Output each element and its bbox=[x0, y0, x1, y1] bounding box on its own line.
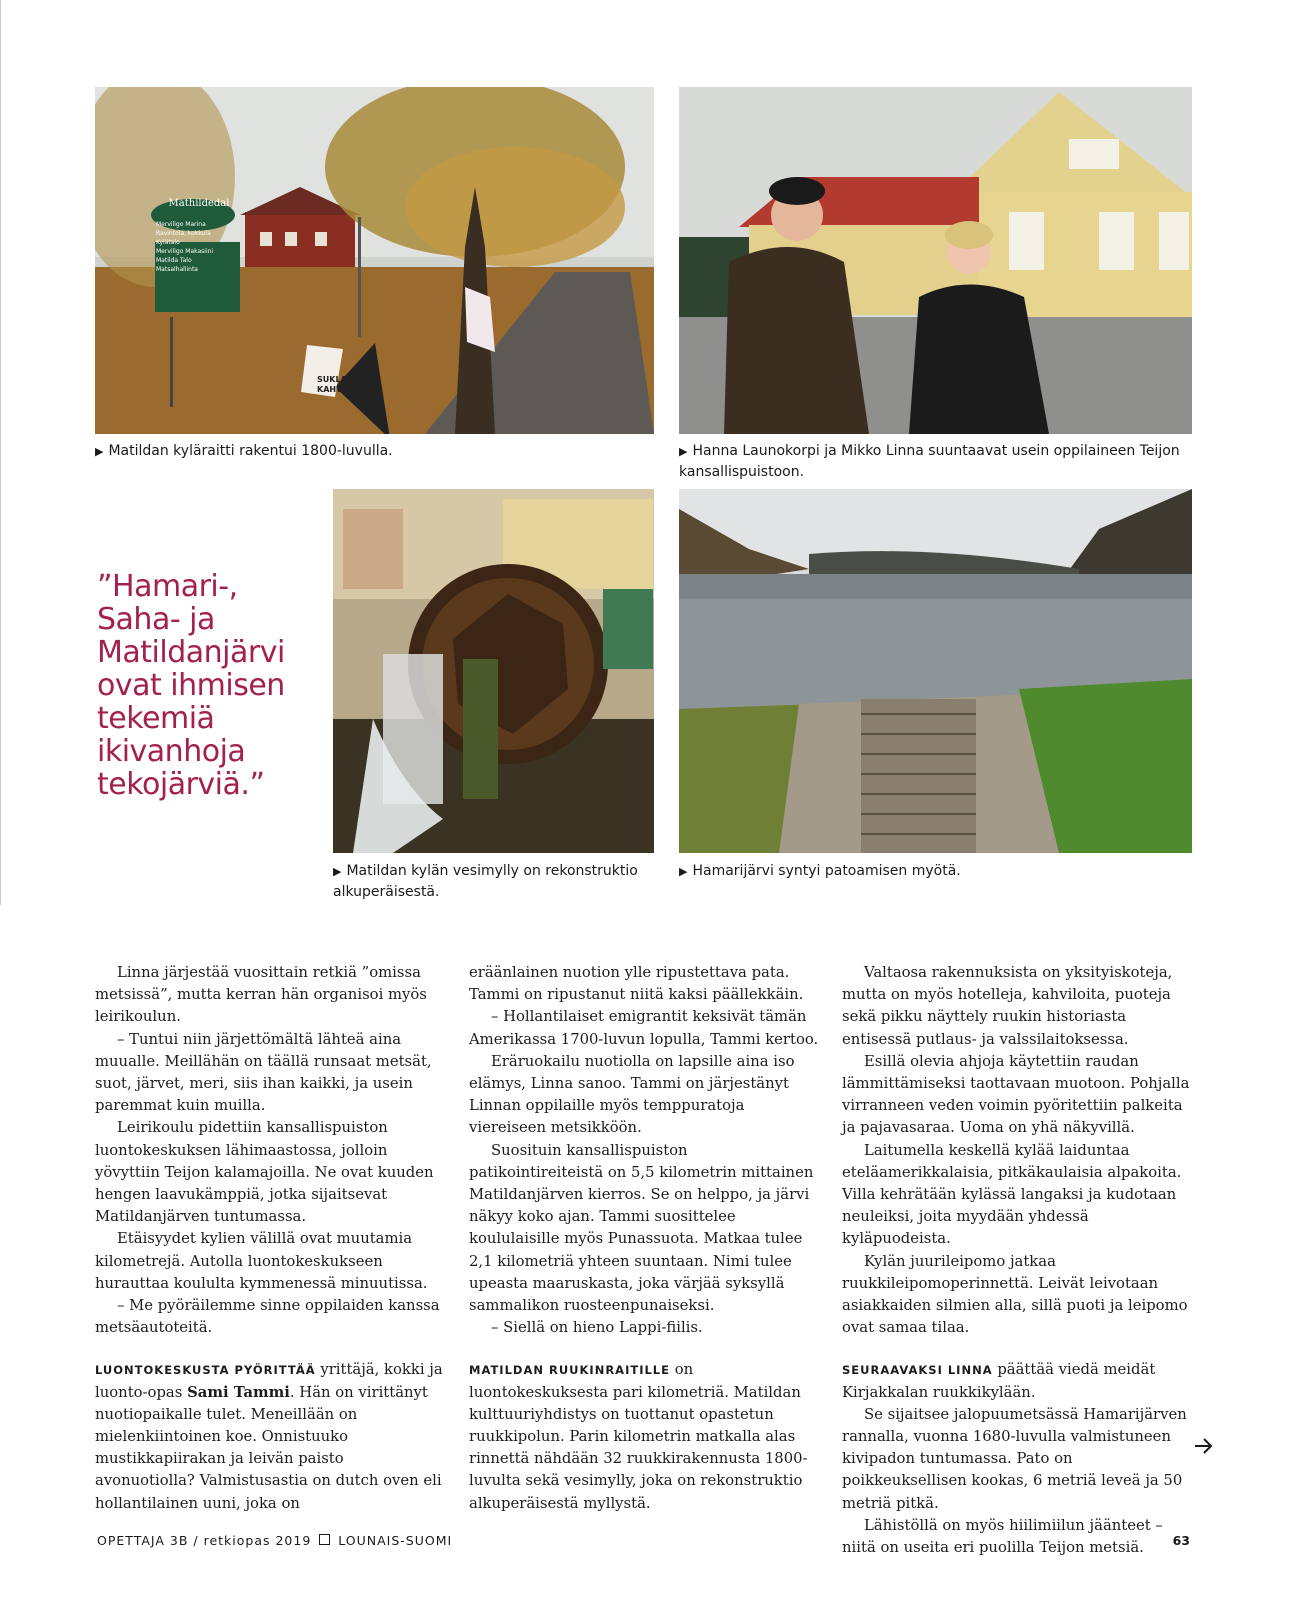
caption-teachers: ▶ Hanna Launokorpi ja Mikko Linna suuntaavat usein oppilaineen Teijon kansallispuistoon. bbox=[679, 443, 1180, 480]
cafe-board-line: SUKLAA bbox=[317, 375, 353, 384]
photo-teachers bbox=[679, 87, 1192, 434]
photo-lake bbox=[679, 489, 1192, 853]
person-name: Sami Tammi bbox=[187, 1383, 290, 1401]
paragraph: Se sijaitsee jalopuumetsässä Hamarijärven rannalla, vuonna 1680-luvulla valmistuneen kivipadon tuntumassa. Pato on poikkeuksellisen kookas, 6 metriä leveä ja 50 metriä pitkä. bbox=[842, 1405, 1187, 1512]
paragraph: Suosituin kansallispuiston patikointireiteistä on 5,5 kilometrin mittainen Matildanjärven kierros. Se on helppo, ja järvi näkyy koko ajan. Tammi suosittelee koululaisille myös Punassuota. Matkaa tulee 2,1 kilometriä yhteen suuntaan. Nimi tulee upeasta maaruskasta, joka värjää syksyllä sammalikon ruosteenpunaiseksi. bbox=[469, 1141, 814, 1315]
quote-line: Saha- ja bbox=[97, 602, 215, 637]
sign-board bbox=[156, 199, 242, 274]
triangle-right-icon: ▶ bbox=[333, 865, 342, 878]
paragraph: Leirikoulu pidettiin kansallispuiston luontokeskuksen lähimaastossa, jolloin yövyttiin Teijon kalamajoilla. Ne ovat kuuden hengen laavukämppiä, jotka sijaitsevat Matildanjärven tuntumassa. bbox=[95, 1119, 434, 1226]
caption-village: ▶ Matildan kyläraitti rakentui 1800-luvulla. bbox=[95, 443, 393, 459]
section-paragraph: LUONTOKESKUSTA PYÖRITTÄÄ yrittäjä, kokki ja luonto-opas Sami Tammi. Hän on virittänyt nuotiopaikalle tulet. Meneillään on mielenkiintoinen koe. Onnistuuko mustikkapiirakan ja leivän paisto avonuotiolla? Valmistusastia on dutch oven eli hollantilainen uuni, joka on bbox=[95, 1361, 443, 1512]
sign-item: Matsalhallinta bbox=[156, 266, 198, 273]
caption-lake: ▶ Hamarijärvi syntyi patoamisen myötä. bbox=[679, 863, 961, 879]
quote-line: ikivanhoja bbox=[97, 734, 246, 769]
photo-waterwheel bbox=[333, 489, 654, 853]
quote-line: ”Hamari-, bbox=[97, 569, 238, 604]
sign-item: Kylätalo bbox=[156, 239, 180, 246]
paragraph: Lähistöllä on myös hiilimiilun jäänteet – niitä on useita eri puolilla Teijon metsiä. bbox=[842, 1516, 1163, 1557]
pull-quote bbox=[97, 570, 327, 801]
quote-line: ovat ihmisen bbox=[97, 668, 285, 703]
footer-publication: OPETTAJA 3B / retkiopas 2019 LOUNAIS-SUOMI bbox=[97, 1533, 453, 1548]
paragraph: Linna järjestää vuosittain retkiä ”omissa metsissä”, mutta kerran hän organisoi myös leirikoulun. bbox=[95, 964, 427, 1026]
photo-village-street bbox=[95, 87, 654, 434]
paragraph: – Tuntui niin järjettömältä lähteä aina muualle. Meillähän on täällä runsaat metsät, suot, järvet, meri, siis ihan kaikki, ja usein paremmat kuin muilla. bbox=[95, 1030, 432, 1115]
quote-line: tekojärviä.” bbox=[97, 767, 265, 802]
section-paragraph: SEURAAVAKSI LINNA päättää viedä meidät Kirjakkalan ruukkikylään. bbox=[842, 1361, 1156, 1401]
triangle-right-icon: ▶ bbox=[679, 445, 688, 458]
arrow-right-icon bbox=[1193, 1436, 1215, 1456]
square-separator-icon bbox=[319, 1534, 330, 1545]
sign-item: Merviligo Makasiini bbox=[156, 248, 214, 255]
paragraph: – Hollantilaiset emigrantit keksivät tämän Amerikassa 1700-luvun lopulla, Tammi kertoo. bbox=[469, 1008, 819, 1048]
paragraph: eräänlainen nuotion ylle ripustettava pata. Tammi on ripustanut niitä kaksi päällekkäin. bbox=[469, 964, 804, 1004]
page-edge-line bbox=[0, 0, 1, 905]
sign-item: Matilda Talo bbox=[156, 257, 192, 264]
paragraph: Valtaosa rakennuksista on yksityiskoteja, mutta on myös hotelleja, kahviloita, puoteja sekä pikku näyttely ruukin historiasta entisessä putlaus- ja valssilaitoksessa. bbox=[842, 964, 1173, 1048]
section-lead: MATILDAN RUUKINRAITILLE bbox=[469, 1363, 670, 1378]
article-column-1 bbox=[95, 962, 445, 1515]
paragraph: – Siellä on hieno Lappi-fiilis. bbox=[491, 1319, 703, 1337]
article-column-2 bbox=[469, 962, 819, 1515]
page-number: 63 bbox=[1172, 1533, 1190, 1548]
triangle-right-icon: ▶ bbox=[679, 865, 688, 878]
sign-title: Mathildedal bbox=[168, 198, 230, 209]
sign-item: Merviligo Marina bbox=[156, 221, 206, 228]
cafe-board bbox=[317, 375, 357, 395]
sign-item: Ravintola, kokkula bbox=[156, 230, 211, 237]
cafe-board-line: KAHVILA bbox=[317, 385, 357, 394]
quote-line: Matildanjärvi bbox=[97, 635, 285, 670]
paragraph: Etäisyydet kylien välillä ovat muutamia kilometrejä. Autolla luontokeskukseen hurauttaa koululta kymmenessä minuutissa. bbox=[95, 1230, 428, 1292]
caption-waterwheel: ▶ Matildan kylän vesimylly on rekonstruktio alkuperäisestä. bbox=[333, 863, 638, 900]
paragraph: Eräruokailu nuotiolla on lapsille aina iso elämys, Linna sanoo. Tammi on järjestänyt Linnan oppilaille myös temppuratoja viereiseen metsikköön. bbox=[469, 1052, 795, 1137]
paragraph: Laitumella keskellä kylää laiduntaa eteläamerikkalaisia, pitkäkaulaisia alpakoita. Villa kehrätään kylässä langaksi ja kudotaan neuleiksi, joita myydään yhdessä kyläpuodeista. bbox=[842, 1141, 1182, 1248]
paragraph: Kylän juurileipomo jatkaa ruukkileipomoperinnettä. Leivät leivotaan asiakkaiden silmien alla, sillä puoti ja leipomo ovat samaa tilaa. bbox=[842, 1252, 1188, 1337]
section-paragraph: MATILDAN RUUKINRAITILLE on luontokeskuksesta pari kilometriä. Matildan kulttuuriyhdistys on tuottanut opastetun ruukkipolun. Parin kilometrin matkalla alas rinnettä nähdään 32 ruukkirakennusta 1800-luvulta sekä vesimylly, joka on rekonstruktio alkuperäisestä myllystä. bbox=[469, 1361, 808, 1512]
section-lead: SEURAAVAKSI LINNA bbox=[842, 1363, 993, 1378]
paragraph: – Me pyöräilemme sinne oppilaiden kanssa metsäautoteitä. bbox=[95, 1297, 440, 1337]
quote-line: tekemiä bbox=[97, 701, 215, 736]
paragraph: Esillä olevia ahjoja käytettiin raudan lämmittämiseksi taottavaan muotoon. Pohjalla virranneen veden voimin pyöritettiin palkeita ja pajavasaraa. Uoma on yhä näkyvillä. bbox=[842, 1052, 1190, 1137]
article-column-3 bbox=[842, 962, 1192, 1559]
section-lead: LUONTOKESKUSTA PYÖRITTÄÄ bbox=[95, 1363, 316, 1378]
triangle-right-icon: ▶ bbox=[95, 445, 104, 458]
